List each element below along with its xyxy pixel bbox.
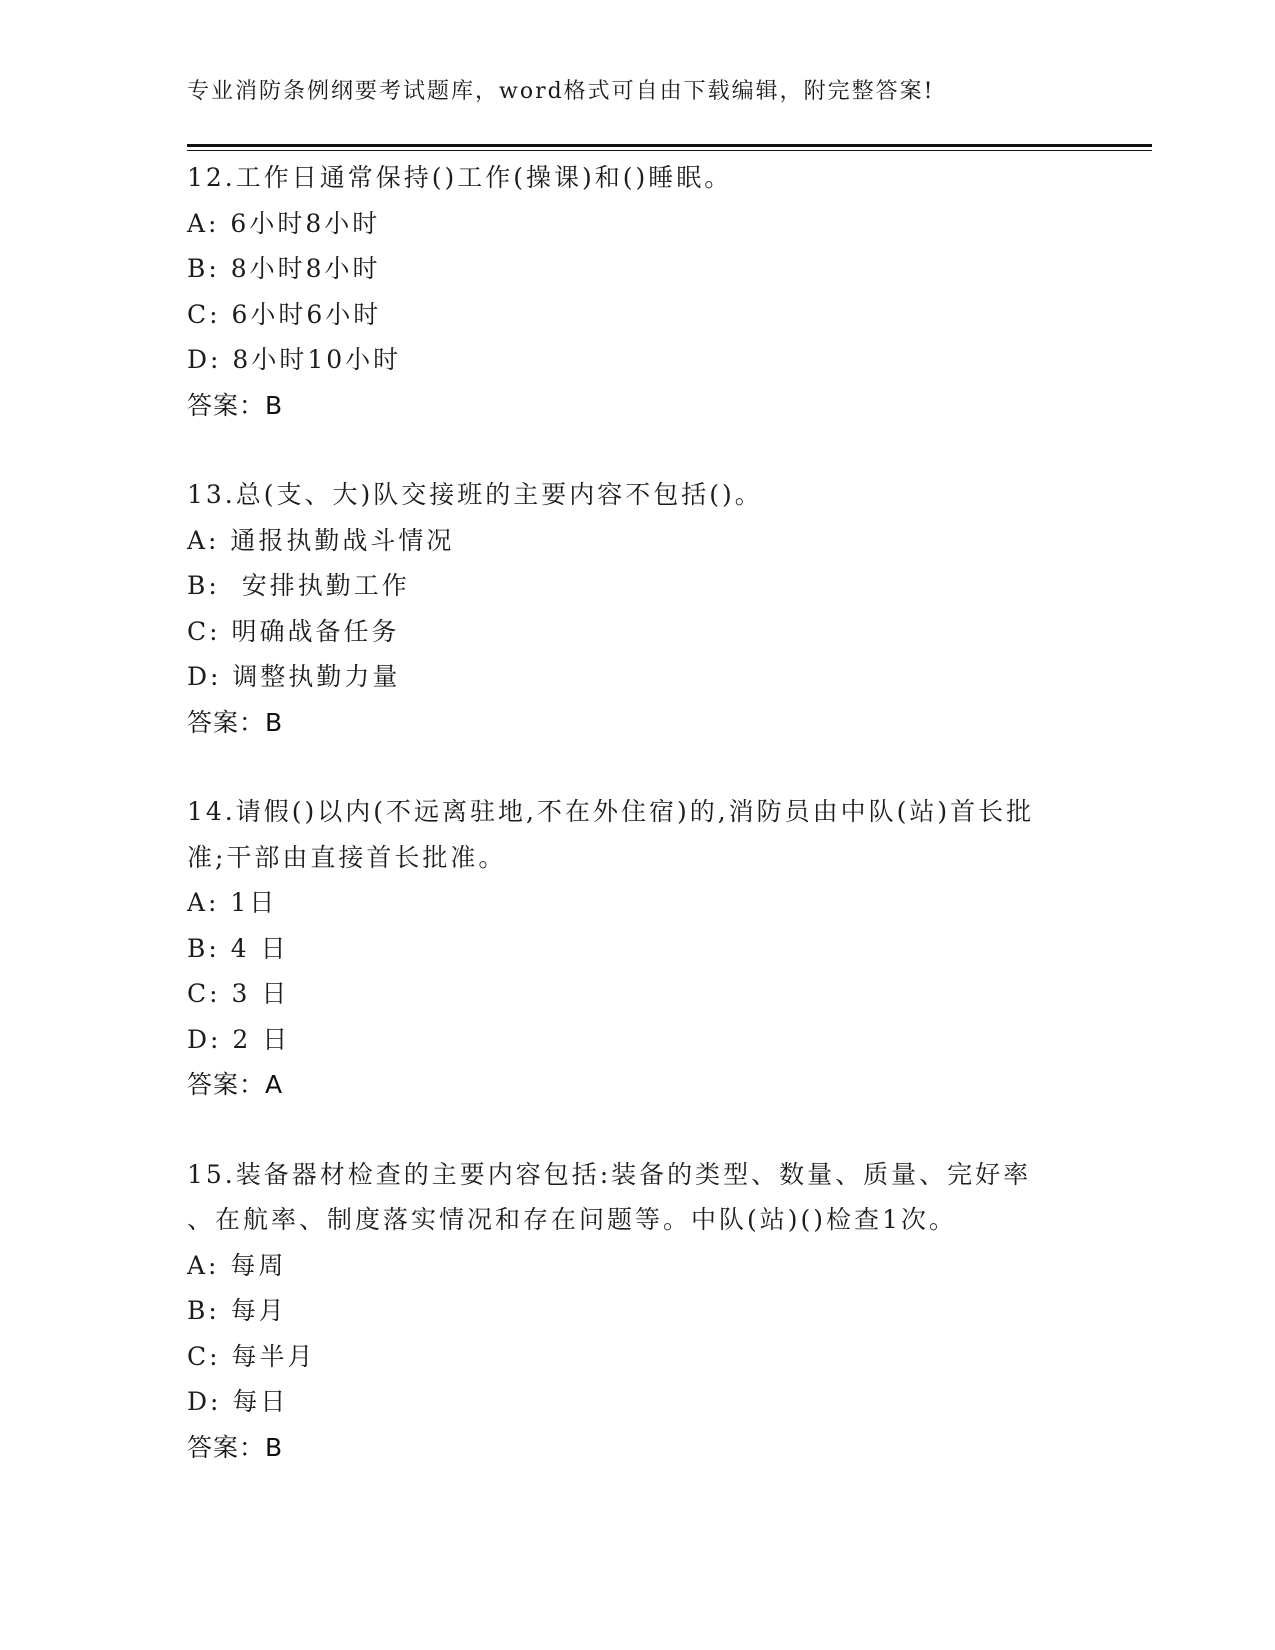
- option-b: B: 4 日: [187, 933, 289, 963]
- option-c: C: 明确战备任务: [187, 616, 400, 646]
- option-d: D: 2 日: [187, 1024, 291, 1054]
- option-d: D: 8小时10小时: [187, 345, 402, 374]
- option-c: C: 3 日: [187, 979, 290, 1008]
- option-c: C: 每半月: [187, 1341, 316, 1371]
- option-a: A: 通报执勤战斗情况: [187, 525, 455, 555]
- header-divider: [187, 144, 1152, 147]
- answer-text: 答案：B: [187, 707, 284, 737]
- question-list: [187, 155, 1087, 1514]
- question-text-line-2: 准;干部由直接首长批准。: [187, 842, 507, 872]
- question-12: [187, 155, 1087, 428]
- option-d: D: 每日: [187, 1387, 289, 1416]
- question-text: 13.总(支、大)队交接班的主要内容不包括()。: [187, 480, 763, 509]
- option-b: B: 每月: [187, 1296, 287, 1325]
- option-b: B: 8小时8小时: [187, 254, 381, 283]
- option-d: D: 调整执勤力量: [187, 662, 401, 691]
- question-text-line-1: 15.装备器材检查的主要内容包括:装备的类型、数量、质量、完好率: [187, 1159, 1032, 1189]
- header-divider-thin: [187, 150, 1152, 151]
- option-c: C: 6小时6小时: [187, 299, 382, 329]
- option-a: A: 1日: [187, 888, 278, 917]
- page-header: 专业消防条例纲要考试题库，word格式可自由下载编辑，附完整答案!: [187, 79, 935, 104]
- option-a: A: 6小时8小时: [187, 208, 381, 238]
- option-b: B: 安排执勤工作: [187, 571, 410, 600]
- question-text: 12.工作日通常保持()工作(操课)和()睡眠。: [187, 163, 733, 192]
- question-13: [187, 472, 1087, 745]
- answer-text: 答案：A: [187, 1070, 284, 1099]
- question-14: [187, 789, 1087, 1108]
- question-text-line-2: 、在航率、制度落实情况和存在问题等。中队(站)()检查1次。: [187, 1205, 957, 1234]
- answer-text: 答案：B: [187, 390, 284, 420]
- answer-text: 答案：B: [187, 1432, 284, 1462]
- question-15: [187, 1152, 1087, 1471]
- option-a: A: 每周: [187, 1250, 287, 1280]
- question-text-line-1: 14.请假()以内(不远离驻地,不在外住宿)的,消防员由中队(站)首长批: [187, 797, 1035, 826]
